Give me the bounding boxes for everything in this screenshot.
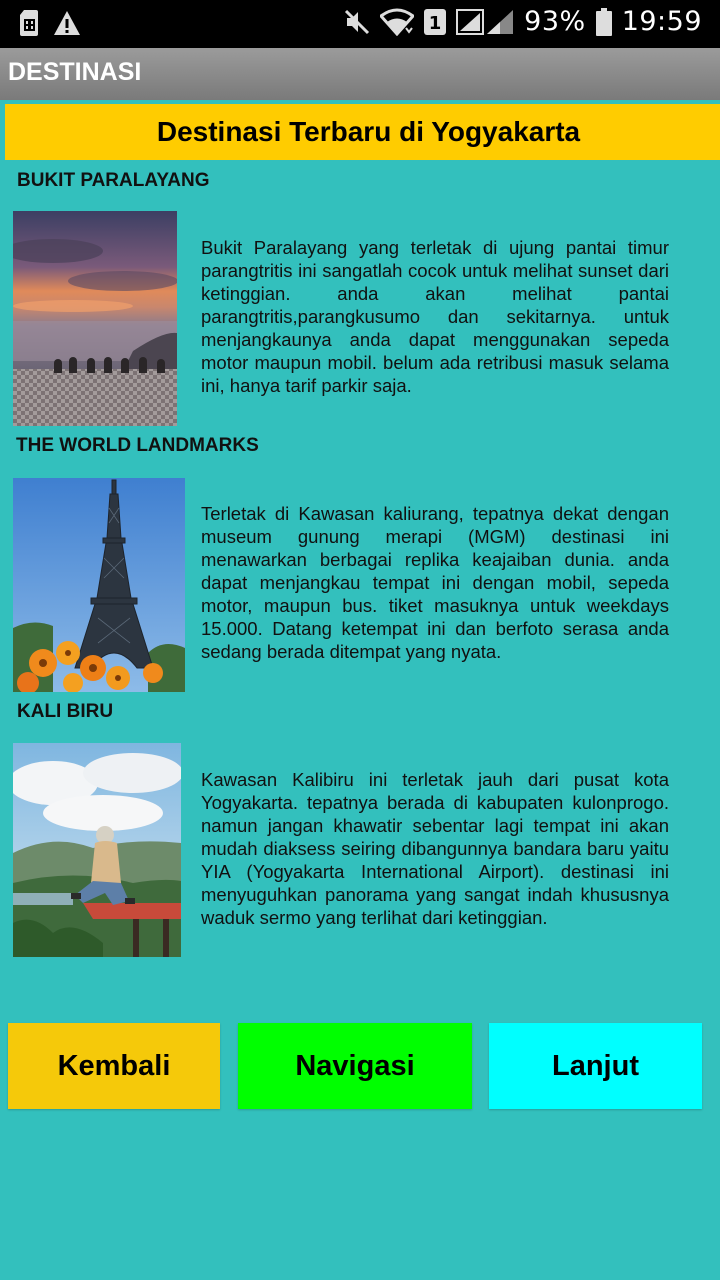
next-button[interactable]: Lanjut — [489, 1023, 702, 1109]
clock: 19:59 — [621, 6, 702, 37]
battery-icon — [596, 8, 612, 36]
mute-icon — [344, 9, 370, 35]
sim-badge: 1 — [428, 12, 442, 34]
signal-icon — [456, 9, 514, 35]
back-button[interactable]: Kembali — [8, 1023, 220, 1109]
app-bar — [0, 48, 720, 100]
status-bar — [0, 0, 720, 48]
battery-percent: 93% — [524, 6, 586, 37]
sim-card-icon — [20, 10, 40, 36]
kali-biru-photo — [13, 743, 181, 957]
destination-title-kali-biru: KALI BIRU — [17, 701, 114, 722]
world-landmarks-photo — [13, 478, 185, 692]
destination-title-world-landmarks: THE WORLD LANDMARKS — [16, 435, 259, 456]
app-title: DESTINASI — [8, 58, 142, 86]
destination-title-bukit-paralayang: BUKIT PARALAYANG — [17, 170, 210, 191]
destination-description-world-landmarks: Terletak di Kawasan kaliurang, tepatnya dekat dengan museum gunung merapi (MGM) destinasi ini menawarkan berbagai replika keajaiban dunia. anda dapat menjangkau tempat ini dengan mobil, sepeda motor, maupun bus. tiket masuknya untuk weekdays 15.000. Datang ketempat ini dan berfoto serasa anda sedang berada ditempat yang nyata. — [201, 503, 669, 662]
bukit-paralayang-photo — [13, 211, 177, 426]
destination-description-bukit-paralayang: Bukit Paralayang yang terletak di ujung pantai timur parangtritis ini sangatlah cocok untuk melihat sunset dari ketinggian. anda akan melihat pantai parangtritis,parangkusumo dan sekitarnya. untuk menjangkaunya anda dapat menggunakan sepeda motor maupun mobil. belum ada retribusi masuk selama ini, hanya tarif parkir saja. — [201, 237, 669, 396]
warning-icon — [54, 11, 80, 35]
page-banner — [5, 104, 720, 160]
page-title: Destinasi Terbaru di Yogyakarta — [156, 116, 581, 147]
wifi-icon — [380, 8, 414, 36]
destination-description-kali-biru: Kawasan Kalibiru ini terletak jauh dari pusat kota Yogyakarta. tepatnya berada di kabupaten kulonprogo. namun jangan khawatir sebentar lagi tempat ini akan mudah diaksess seiring dibangunnya bandara baru yaitu YIA (Yogyakarta International Airport). destinasi ini menyuguhkan panorama yang sangat indah khususnya waduk sermo yang terlihat dari ketinggian. — [201, 769, 669, 928]
navigate-button[interactable]: Navigasi — [238, 1023, 472, 1109]
sim-slot-icon — [424, 9, 446, 35]
